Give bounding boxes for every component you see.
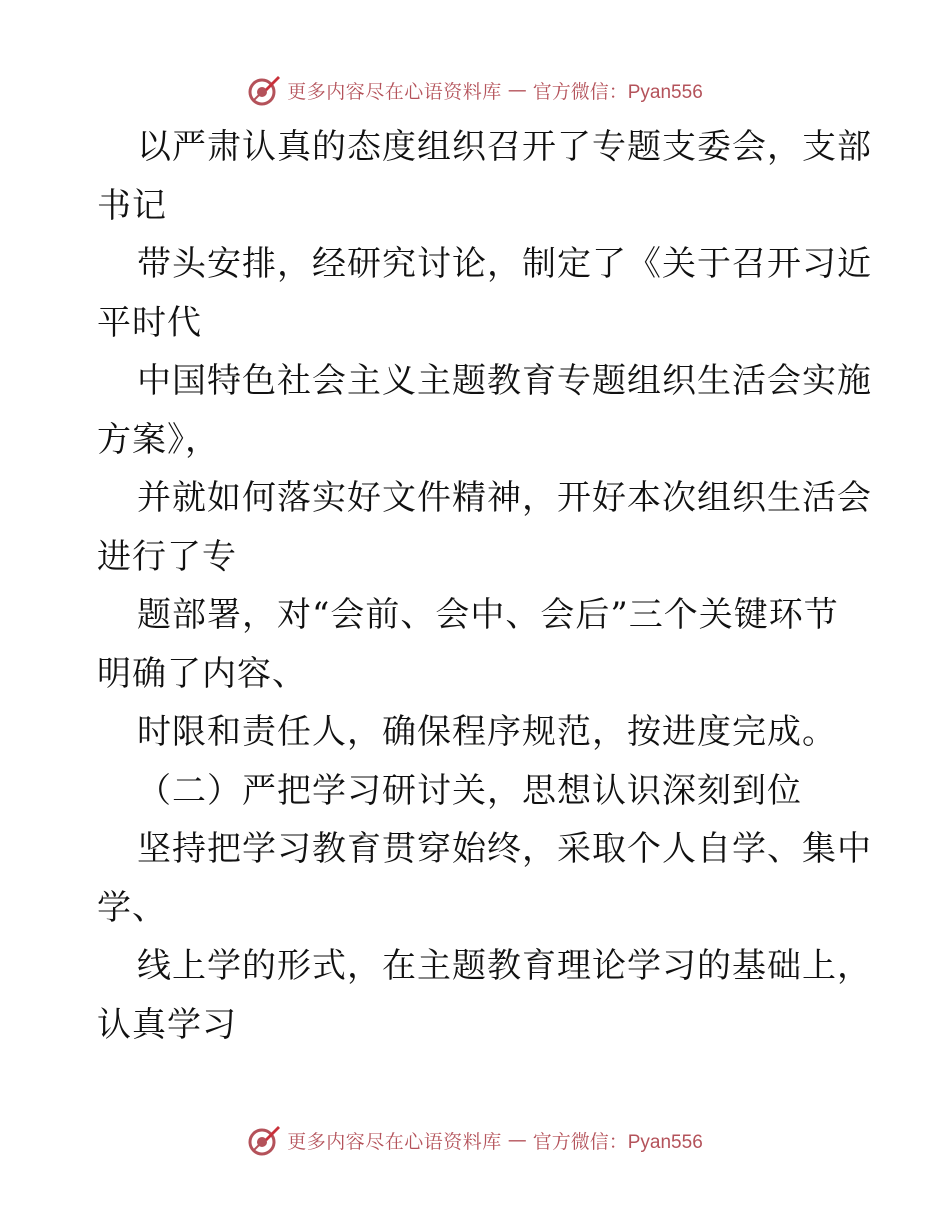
body-line: 时限和责任人，确保程序规范，按进度完成。 xyxy=(137,712,837,752)
footer-contact-text: 官方微信：Pyan556 xyxy=(532,1131,703,1153)
body-line: 坚持把学习教育贯穿始终，采取个人自学、集中 xyxy=(137,829,872,869)
pen-logo-icon xyxy=(247,1123,281,1157)
pen-logo-icon xyxy=(247,73,281,107)
header-separator: — xyxy=(507,79,527,101)
header-banner xyxy=(0,70,950,110)
body-line: 书记 xyxy=(97,185,167,226)
body-line: 学、 xyxy=(97,887,167,928)
footer-brand-text: 更多内容尽在心语资料库 xyxy=(287,1130,502,1153)
body-line: 题部署，对“会前、会中、会后”三个关键环节 xyxy=(137,595,839,635)
header-contact-text: 官方微信：Pyan556 xyxy=(532,81,703,103)
section-heading: （二）严把学习研讨关，思想认识深刻到位 xyxy=(137,770,802,811)
body-line: 方案》， xyxy=(97,419,220,460)
body-line: 线上学的形式，在主题教育理论学习的基础上， xyxy=(137,946,872,986)
footer-banner xyxy=(0,1120,950,1160)
body-line: 认真学习 xyxy=(97,1004,237,1045)
body-line: 以严肃认真的态度组织召开了专题支委会，支部 xyxy=(137,127,872,167)
body-line: 中国特色社会主义主题教育专题组织生活会实施 xyxy=(137,361,872,401)
body-line: 带头安排，经研究讨论，制定了《关于召开习近 xyxy=(137,244,872,284)
body-line: 明确了内容、 xyxy=(97,653,307,694)
document-body xyxy=(97,118,872,1054)
footer-separator: — xyxy=(507,1129,527,1151)
body-line: 平时代 xyxy=(97,302,202,343)
header-brand-text: 更多内容尽在心语资料库 xyxy=(287,80,502,103)
body-line: 进行了专 xyxy=(97,536,237,577)
body-line: 并就如何落实好文件精神，开好本次组织生活会 xyxy=(137,478,872,518)
